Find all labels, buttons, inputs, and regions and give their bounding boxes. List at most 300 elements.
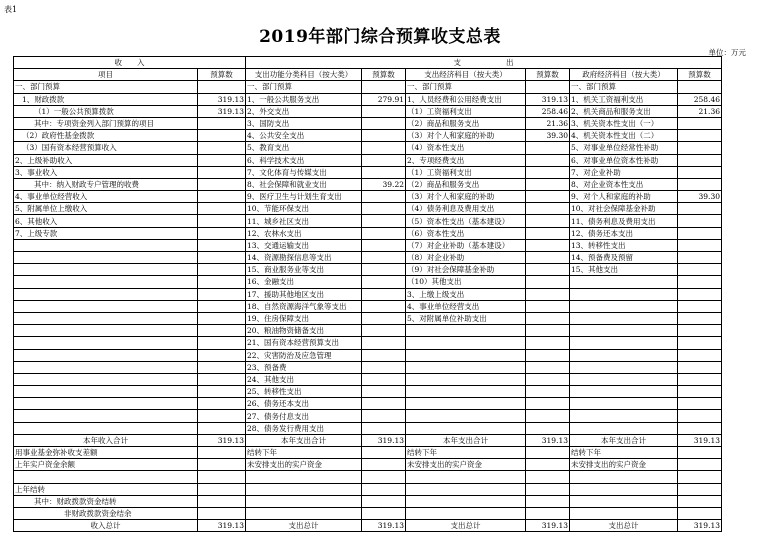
econ-budget: 319.13 bbox=[526, 93, 570, 105]
income-item: （2）政府性基金拨款 bbox=[14, 130, 198, 142]
func-total-value: 319.13 bbox=[362, 434, 406, 446]
func-budget bbox=[362, 300, 406, 312]
econ-budget bbox=[526, 288, 570, 300]
gov-item: 14、预备费及预留 bbox=[570, 252, 678, 264]
gov-budget bbox=[678, 386, 722, 398]
func-item: 24、其他支出 bbox=[246, 373, 362, 385]
econ-budget: 21.36 bbox=[526, 117, 570, 129]
func-item: 15、商业服务业等支出 bbox=[246, 264, 362, 276]
nonfiscal-carry-label: 非财政拨款资金结余 bbox=[14, 507, 198, 519]
gov-item bbox=[570, 398, 678, 410]
func-budget bbox=[362, 105, 406, 117]
income-item: （3）国有资本经营预算收入 bbox=[14, 142, 198, 154]
econ-item bbox=[406, 337, 526, 349]
econ-item: （2）商品和服务支出 bbox=[406, 178, 526, 190]
gov-budget bbox=[678, 410, 722, 422]
func-item: 20、粮油物资储备支出 bbox=[246, 325, 362, 337]
econ-item bbox=[406, 398, 526, 410]
table-row bbox=[14, 203, 722, 215]
income-item: 3、事业收入 bbox=[14, 166, 198, 178]
econ-budget bbox=[526, 300, 570, 312]
gov-budget: 21.36 bbox=[678, 105, 722, 117]
func-budget bbox=[362, 276, 406, 288]
unarranged-label: 未安排支出的实户资金 bbox=[406, 459, 526, 471]
budget-header: 预算数 bbox=[198, 69, 246, 81]
table-row bbox=[14, 410, 722, 422]
econ-budget bbox=[526, 154, 570, 166]
balance-row bbox=[14, 459, 722, 471]
gov-item: 6、对事业单位资本性补助 bbox=[570, 154, 678, 166]
gov-budget bbox=[678, 276, 722, 288]
income-sum-label: 收入总计 bbox=[14, 520, 198, 532]
income-total-value: 319.13 bbox=[198, 434, 246, 446]
gov-item bbox=[570, 276, 678, 288]
last-year-carry-row bbox=[14, 483, 722, 495]
income-header: 收 入 bbox=[14, 57, 246, 69]
econ-budget bbox=[526, 398, 570, 410]
nonfiscal-carry-row bbox=[14, 507, 722, 519]
gov-item: 1、机关工资福利支出 bbox=[570, 93, 678, 105]
func-item: 11、城乡社区支出 bbox=[246, 215, 362, 227]
income-total-label: 本年收入合计 bbox=[14, 434, 198, 446]
func-budget bbox=[362, 422, 406, 434]
econ-item: 5、对附属单位补助支出 bbox=[406, 312, 526, 324]
func-budget: 279.91 bbox=[362, 93, 406, 105]
header-row-2 bbox=[14, 69, 722, 81]
fund-gap-label: 用事业基金弥补收支差额 bbox=[14, 447, 198, 459]
fiscal-carry-label: 其中：财政拨款资金结转 bbox=[14, 495, 198, 507]
gov-budget bbox=[678, 288, 722, 300]
gov-item bbox=[570, 361, 678, 373]
gov-budget bbox=[678, 154, 722, 166]
income-item: 2、上级补助收入 bbox=[14, 154, 198, 166]
gov-budget bbox=[678, 252, 722, 264]
gov-budget: 258.46 bbox=[678, 93, 722, 105]
table-row bbox=[14, 361, 722, 373]
econ-item: （5）资本性支出（基本建设） bbox=[406, 215, 526, 227]
func-budget bbox=[362, 410, 406, 422]
header-row-1 bbox=[14, 57, 722, 69]
econ-item bbox=[406, 373, 526, 385]
gov-budget bbox=[678, 300, 722, 312]
income-budget bbox=[198, 117, 246, 129]
gov-item: 13、转移性支出 bbox=[570, 239, 678, 251]
func-budget bbox=[362, 312, 406, 324]
econ-item: （10）其他支出 bbox=[406, 276, 526, 288]
econ-item: （2）商品和服务支出 bbox=[406, 117, 526, 129]
unarranged-label: 未安排支出的实户资金 bbox=[570, 459, 678, 471]
gov-budget bbox=[678, 130, 722, 142]
table-row bbox=[14, 300, 722, 312]
income-budget bbox=[198, 300, 246, 312]
gov-item bbox=[570, 410, 678, 422]
econ-sum-label: 支出总计 bbox=[406, 520, 526, 532]
income-item bbox=[14, 325, 198, 337]
econ-item bbox=[406, 422, 526, 434]
gov-item: 3、机关资本性支出（一） bbox=[570, 117, 678, 129]
func-budget bbox=[362, 203, 406, 215]
income-budget bbox=[198, 288, 246, 300]
func-item: 2、外交支出 bbox=[246, 105, 362, 117]
func-budget bbox=[362, 349, 406, 361]
income-item bbox=[14, 239, 198, 251]
func-item: 28、债务发行费用支出 bbox=[246, 422, 362, 434]
income-budget bbox=[198, 325, 246, 337]
gov-item bbox=[570, 373, 678, 385]
econ-budget bbox=[526, 81, 570, 93]
income-budget bbox=[198, 410, 246, 422]
income-item bbox=[14, 398, 198, 410]
gov-budget bbox=[678, 227, 722, 239]
table-row bbox=[14, 227, 722, 239]
gov-item bbox=[570, 386, 678, 398]
econ-budget bbox=[526, 264, 570, 276]
func-budget bbox=[362, 166, 406, 178]
income-budget bbox=[198, 349, 246, 361]
income-item: 5、附属单位上缴收入 bbox=[14, 203, 198, 215]
income-item bbox=[14, 252, 198, 264]
func-item: 14、资源勘探信息等支出 bbox=[246, 252, 362, 264]
func-budget bbox=[362, 325, 406, 337]
func-total-label: 本年支出合计 bbox=[246, 434, 362, 446]
econ-budget bbox=[526, 252, 570, 264]
income-budget bbox=[198, 337, 246, 349]
gov-item: 15、其他支出 bbox=[570, 264, 678, 276]
econ-total-value: 319.13 bbox=[526, 434, 570, 446]
econ-budget bbox=[526, 337, 570, 349]
income-budget bbox=[198, 166, 246, 178]
income-budget bbox=[198, 130, 246, 142]
econ-item: 3、上缴上级支出 bbox=[406, 288, 526, 300]
income-budget: 319.13 bbox=[198, 105, 246, 117]
func-item: 18、自然资源海洋气象等支出 bbox=[246, 300, 362, 312]
income-item bbox=[14, 312, 198, 324]
income-budget bbox=[198, 361, 246, 373]
func-budget bbox=[362, 191, 406, 203]
income-budget bbox=[198, 422, 246, 434]
econ-budget bbox=[526, 410, 570, 422]
func-item: 3、国防支出 bbox=[246, 117, 362, 129]
gov-item bbox=[570, 300, 678, 312]
econ-item: （1）工资福利支出 bbox=[406, 105, 526, 117]
econ-item: 1、人员经费和公用经费支出 bbox=[406, 93, 526, 105]
econ-item bbox=[406, 410, 526, 422]
income-sum-value: 319.13 bbox=[198, 520, 246, 532]
econ-subject-header: 支出经济科目（按大类） bbox=[406, 69, 526, 81]
gov-budget bbox=[678, 117, 722, 129]
table-row bbox=[14, 166, 722, 178]
table-row bbox=[14, 191, 722, 203]
func-budget bbox=[362, 373, 406, 385]
func-item: 26、债务还本支出 bbox=[246, 398, 362, 410]
func-budget bbox=[362, 215, 406, 227]
table-row bbox=[14, 398, 722, 410]
gov-item bbox=[570, 422, 678, 434]
income-budget bbox=[198, 142, 246, 154]
gov-total-label: 本年支出合计 bbox=[570, 434, 678, 446]
table-row bbox=[14, 373, 722, 385]
func-budget bbox=[362, 288, 406, 300]
gov-sum-value: 319.13 bbox=[678, 520, 722, 532]
gov-item: 11、债务利息及费用支出 bbox=[570, 215, 678, 227]
table-row bbox=[14, 93, 722, 105]
table-row bbox=[14, 142, 722, 154]
econ-item bbox=[406, 386, 526, 398]
income-budget bbox=[198, 386, 246, 398]
econ-budget bbox=[526, 312, 570, 324]
gov-budget bbox=[678, 203, 722, 215]
gov-budget bbox=[678, 337, 722, 349]
func-item: 6、科学技术支出 bbox=[246, 154, 362, 166]
func-budget bbox=[362, 386, 406, 398]
econ-budget bbox=[526, 166, 570, 178]
gov-item: 12、债务还本支出 bbox=[570, 227, 678, 239]
func-budget bbox=[362, 154, 406, 166]
func-budget bbox=[362, 398, 406, 410]
table-row bbox=[14, 252, 722, 264]
func-item: 7、文化体育与传媒支出 bbox=[246, 166, 362, 178]
gov-budget bbox=[678, 325, 722, 337]
income-item bbox=[14, 276, 198, 288]
gov-budget bbox=[678, 361, 722, 373]
gov-budget bbox=[678, 166, 722, 178]
econ-item: （6）资本性支出 bbox=[406, 227, 526, 239]
econ-item: （8）对企业补助 bbox=[406, 252, 526, 264]
econ-budget bbox=[526, 178, 570, 190]
item-header: 项目 bbox=[14, 69, 198, 81]
table-row bbox=[14, 349, 722, 361]
income-item bbox=[14, 337, 198, 349]
income-item: 其中：纳入财政专户管理的收费 bbox=[14, 178, 198, 190]
income-item bbox=[14, 300, 198, 312]
income-item: 其中：专项资金列入部门预算的项目 bbox=[14, 117, 198, 129]
income-budget bbox=[198, 81, 246, 93]
func-budget bbox=[362, 337, 406, 349]
func-sum-label: 支出总计 bbox=[246, 520, 362, 532]
table-row bbox=[14, 422, 722, 434]
table-row bbox=[14, 178, 722, 190]
econ-item: （7）对企业补助（基本建设） bbox=[406, 239, 526, 251]
econ-budget bbox=[526, 373, 570, 385]
unarranged-label: 未安排支出的实户资金 bbox=[246, 459, 362, 471]
income-item: 4、事业单位经营收入 bbox=[14, 191, 198, 203]
income-item bbox=[14, 264, 198, 276]
income-budget bbox=[198, 398, 246, 410]
func-item: 9、医疗卫生与计划生育支出 bbox=[246, 191, 362, 203]
gov-item: 9、对个人和家庭的补助 bbox=[570, 191, 678, 203]
last-year-carry-label: 上年结转 bbox=[14, 483, 198, 495]
func-sum-value: 319.13 bbox=[362, 520, 406, 532]
gov-budget bbox=[678, 142, 722, 154]
econ-item: （3）对个人和家庭的补助 bbox=[406, 191, 526, 203]
table-row bbox=[14, 215, 722, 227]
table-row bbox=[14, 386, 722, 398]
table-row bbox=[14, 264, 722, 276]
econ-item: （4）资本性支出 bbox=[406, 142, 526, 154]
econ-item bbox=[406, 349, 526, 361]
last-year-balance-label: 上年实户资金余额 bbox=[14, 459, 198, 471]
func-item: 1、一般公共服务支出 bbox=[246, 93, 362, 105]
econ-budget bbox=[526, 227, 570, 239]
table-row bbox=[14, 130, 722, 142]
income-item bbox=[14, 373, 198, 385]
func-budget bbox=[362, 130, 406, 142]
gov-item: 2、机关商品和服务支出 bbox=[570, 105, 678, 117]
econ-sum-value: 319.13 bbox=[526, 520, 570, 532]
gov-item: 8、对企业资本性支出 bbox=[570, 178, 678, 190]
func-item: 22、灾害防治及应急管理 bbox=[246, 349, 362, 361]
table-row bbox=[14, 154, 722, 166]
econ-item bbox=[406, 325, 526, 337]
func-budget bbox=[362, 227, 406, 239]
econ-item: （1）工资福利支出 bbox=[406, 166, 526, 178]
income-item: （1）一般公共预算拨款 bbox=[14, 105, 198, 117]
econ-budget bbox=[526, 203, 570, 215]
econ-budget bbox=[526, 191, 570, 203]
func-item: 8、社会保障和就业支出 bbox=[246, 178, 362, 190]
income-item: 6、其他收入 bbox=[14, 215, 198, 227]
func-item: 23、预备费 bbox=[246, 361, 362, 373]
gov-item bbox=[570, 325, 678, 337]
econ-budget bbox=[526, 325, 570, 337]
carry-over-label: 结转下年 bbox=[246, 447, 362, 459]
budget-header: 预算数 bbox=[362, 69, 406, 81]
func-item: 16、金融支出 bbox=[246, 276, 362, 288]
blank-row bbox=[14, 471, 722, 483]
table-number: 表1 bbox=[4, 5, 18, 14]
func-item: 25、转移性支出 bbox=[246, 386, 362, 398]
income-budget bbox=[198, 276, 246, 288]
econ-total-label: 本年支出合计 bbox=[406, 434, 526, 446]
income-budget bbox=[198, 252, 246, 264]
econ-budget: 258.46 bbox=[526, 105, 570, 117]
gov-item bbox=[570, 288, 678, 300]
income-budget bbox=[198, 215, 246, 227]
econ-budget bbox=[526, 361, 570, 373]
income-item bbox=[14, 288, 198, 300]
gov-budget bbox=[678, 81, 722, 93]
gov-item: 5、对事业单位经常性补助 bbox=[570, 142, 678, 154]
income-item bbox=[14, 410, 198, 422]
gov-item bbox=[570, 312, 678, 324]
func-item: 4、公共安全支出 bbox=[246, 130, 362, 142]
gov-item bbox=[570, 349, 678, 361]
gov-item: 10、对社会保障基金补助 bbox=[570, 203, 678, 215]
income-budget bbox=[198, 312, 246, 324]
table-row bbox=[14, 239, 722, 251]
table-row bbox=[14, 288, 722, 300]
econ-budget bbox=[526, 142, 570, 154]
econ-item: 2、专项经费支出 bbox=[406, 154, 526, 166]
page-title: 2019年部门综合预算收支总表 bbox=[259, 27, 501, 47]
income-budget bbox=[198, 178, 246, 190]
econ-item bbox=[406, 361, 526, 373]
gov-item: 一、部门预算 bbox=[570, 81, 678, 93]
income-item bbox=[14, 386, 198, 398]
table-row bbox=[14, 117, 722, 129]
income-item: 7、上级专款 bbox=[14, 227, 198, 239]
income-item bbox=[14, 361, 198, 373]
gov-budget bbox=[678, 349, 722, 361]
income-budget: 319.13 bbox=[198, 93, 246, 105]
gov-item bbox=[570, 337, 678, 349]
gov-budget bbox=[678, 178, 722, 190]
gov-budget bbox=[678, 215, 722, 227]
income-item: 1、财政拨款 bbox=[14, 93, 198, 105]
gov-item: 4、机关资本性支出（二） bbox=[570, 130, 678, 142]
gov-budget bbox=[678, 264, 722, 276]
func-budget bbox=[362, 252, 406, 264]
func-item: 12、农林水支出 bbox=[246, 227, 362, 239]
econ-budget bbox=[526, 386, 570, 398]
table-row bbox=[14, 337, 722, 349]
expense-header: 支 出 bbox=[246, 57, 722, 69]
func-budget bbox=[362, 264, 406, 276]
func-budget bbox=[362, 117, 406, 129]
income-budget bbox=[198, 239, 246, 251]
carry-over-label: 结转下年 bbox=[570, 447, 678, 459]
table-row bbox=[14, 276, 722, 288]
unit-label: 单位：万元 bbox=[708, 48, 746, 57]
gov-budget bbox=[678, 398, 722, 410]
income-budget bbox=[198, 227, 246, 239]
budget-header: 预算数 bbox=[526, 69, 570, 81]
econ-budget bbox=[526, 276, 570, 288]
func-item: 一、部门预算 bbox=[246, 81, 362, 93]
gov-budget: 39.30 bbox=[678, 191, 722, 203]
table-row bbox=[14, 325, 722, 337]
gov-subject-header: 政府经济科目（按大类） bbox=[570, 69, 678, 81]
func-item: 21、国有资本经营预算支出 bbox=[246, 337, 362, 349]
func-budget bbox=[362, 361, 406, 373]
func-budget bbox=[362, 239, 406, 251]
econ-item: （4）债务利息及费用支出 bbox=[406, 203, 526, 215]
func-subject-header: 支出功能分类科目（按大类） bbox=[246, 69, 362, 81]
table-row bbox=[14, 81, 722, 93]
gov-item: 7、对企业补助 bbox=[570, 166, 678, 178]
income-budget bbox=[198, 373, 246, 385]
budget-table bbox=[13, 56, 722, 532]
func-budget bbox=[362, 142, 406, 154]
func-item: 17、援助其他地区支出 bbox=[246, 288, 362, 300]
income-budget bbox=[198, 191, 246, 203]
gov-budget bbox=[678, 373, 722, 385]
income-budget bbox=[198, 264, 246, 276]
fund-gap-row bbox=[14, 447, 722, 459]
income-budget bbox=[198, 203, 246, 215]
econ-item: （3）对个人和家庭的补助 bbox=[406, 130, 526, 142]
econ-item: 4、事业单位经营支出 bbox=[406, 300, 526, 312]
econ-item: （9）对社会保障基金补助 bbox=[406, 264, 526, 276]
income-item bbox=[14, 422, 198, 434]
total-row bbox=[14, 434, 722, 446]
func-budget: 39.22 bbox=[362, 178, 406, 190]
func-item: 5、教育支出 bbox=[246, 142, 362, 154]
func-item: 27、债务付息支出 bbox=[246, 410, 362, 422]
func-item: 19、住房保障支出 bbox=[246, 312, 362, 324]
income-item: 一、部门预算 bbox=[14, 81, 198, 93]
table-row bbox=[14, 105, 722, 117]
econ-budget: 39.30 bbox=[526, 130, 570, 142]
econ-budget bbox=[526, 215, 570, 227]
budget-header: 预算数 bbox=[678, 69, 722, 81]
econ-item: 一、部门预算 bbox=[406, 81, 526, 93]
grand-total-row bbox=[14, 520, 722, 532]
gov-budget bbox=[678, 422, 722, 434]
func-item: 10、节能环保支出 bbox=[246, 203, 362, 215]
table-row bbox=[14, 312, 722, 324]
gov-budget bbox=[678, 239, 722, 251]
